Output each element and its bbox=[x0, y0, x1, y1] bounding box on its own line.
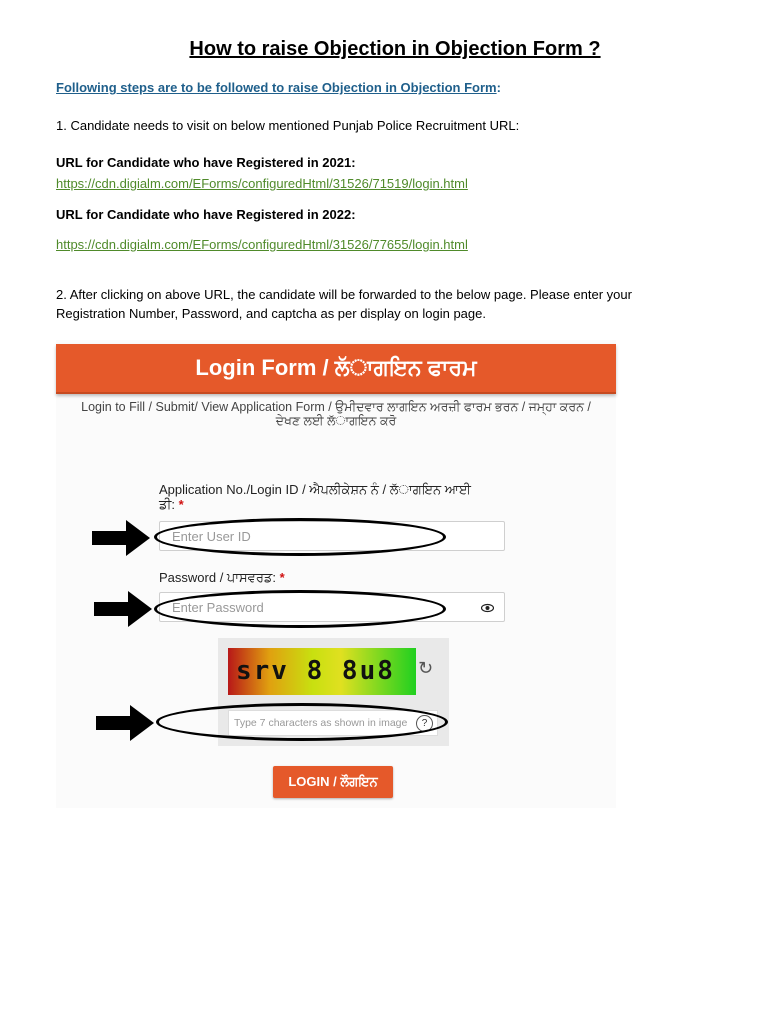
eye-icon[interactable] bbox=[481, 593, 494, 634]
password-highlight-ellipse bbox=[154, 590, 446, 628]
required-mark: * bbox=[279, 570, 285, 585]
arrow-right-icon bbox=[96, 703, 156, 743]
userid-label bbox=[159, 482, 471, 512]
url-2021-link[interactable]: https://cdn.digialm.com/EForms/configuredHtml/31526/71519/login.html bbox=[56, 176, 468, 191]
login-button[interactable]: LOGIN / ਲੌਗਇਨ bbox=[273, 766, 393, 798]
arrow-right-icon bbox=[94, 589, 154, 629]
password-label: Password / ਪਾਸਵਰਡ: * bbox=[159, 570, 285, 585]
password-placeholder: Enter Password bbox=[172, 600, 264, 615]
subtitle-line-2: ਦੇਖਣ ਲਈ ਲੱਾਗਇਨ ਕਰੋ bbox=[275, 414, 397, 428]
help-icon[interactable]: ? bbox=[416, 715, 433, 732]
login-form-subtitle bbox=[56, 400, 616, 428]
url-2022-label: URL for Candidate who have Registered in 2022: bbox=[56, 207, 356, 222]
userid-input[interactable]: Enter User ID bbox=[159, 521, 505, 551]
userid-highlight-ellipse bbox=[154, 518, 446, 556]
intro-line bbox=[56, 78, 501, 97]
captcha-highlight-ellipse bbox=[156, 703, 448, 741]
intro-colon: : bbox=[496, 80, 501, 95]
intro-link[interactable]: Following steps are to be followed to raise Objection in Objection Form bbox=[56, 80, 497, 95]
userid-label-line-1: Application No./Login ID / ਐਪਲੀਕੇਸ਼ਨ ਨੰ / ਲੱਾਗਇਨ ਆਈ bbox=[159, 482, 471, 497]
page-title: How to raise Objection in Objection Form ? bbox=[189, 38, 601, 60]
step-2-line-1: 2. After clicking on above URL, the candidate will be forwarded to the below page. Please enter your bbox=[56, 287, 632, 302]
step-2-line-2: Registration Number, Password, and captcha as per display on login page. bbox=[56, 306, 486, 321]
captcha-placeholder: Type 7 characters as shown in image bbox=[234, 717, 408, 729]
step-1-text: 1. Candidate needs to visit on below mentioned Punjab Police Recruitment URL: bbox=[56, 118, 520, 133]
captcha-image: srv 8 8u8 bbox=[228, 648, 416, 695]
userid-label-line-2: ਡੀ: * bbox=[159, 497, 184, 512]
url-2022-link[interactable]: https://cdn.digialm.com/EForms/configuredHtml/31526/77655/login.html bbox=[56, 237, 468, 252]
subtitle-line-1: Login to Fill / Submit/ View Application Form / ਉਮੀਦਵਾਰ ਲਾਗਇਨ ਅਰਜ਼ੀ ਫਾਰਮ ਭਰਨ / ਜਮ੍ਹਾ ਕਰਨ / bbox=[81, 400, 591, 414]
refresh-icon[interactable]: ↻ bbox=[418, 658, 434, 678]
required-mark: * bbox=[178, 497, 184, 512]
login-form-banner: Login Form / ਲੱਾਗਇਨ ਫਾਰਮ bbox=[56, 344, 616, 394]
arrow-right-icon bbox=[92, 518, 152, 558]
url-2021-label: URL for Candidate who have Registered in 2021: bbox=[56, 155, 356, 170]
